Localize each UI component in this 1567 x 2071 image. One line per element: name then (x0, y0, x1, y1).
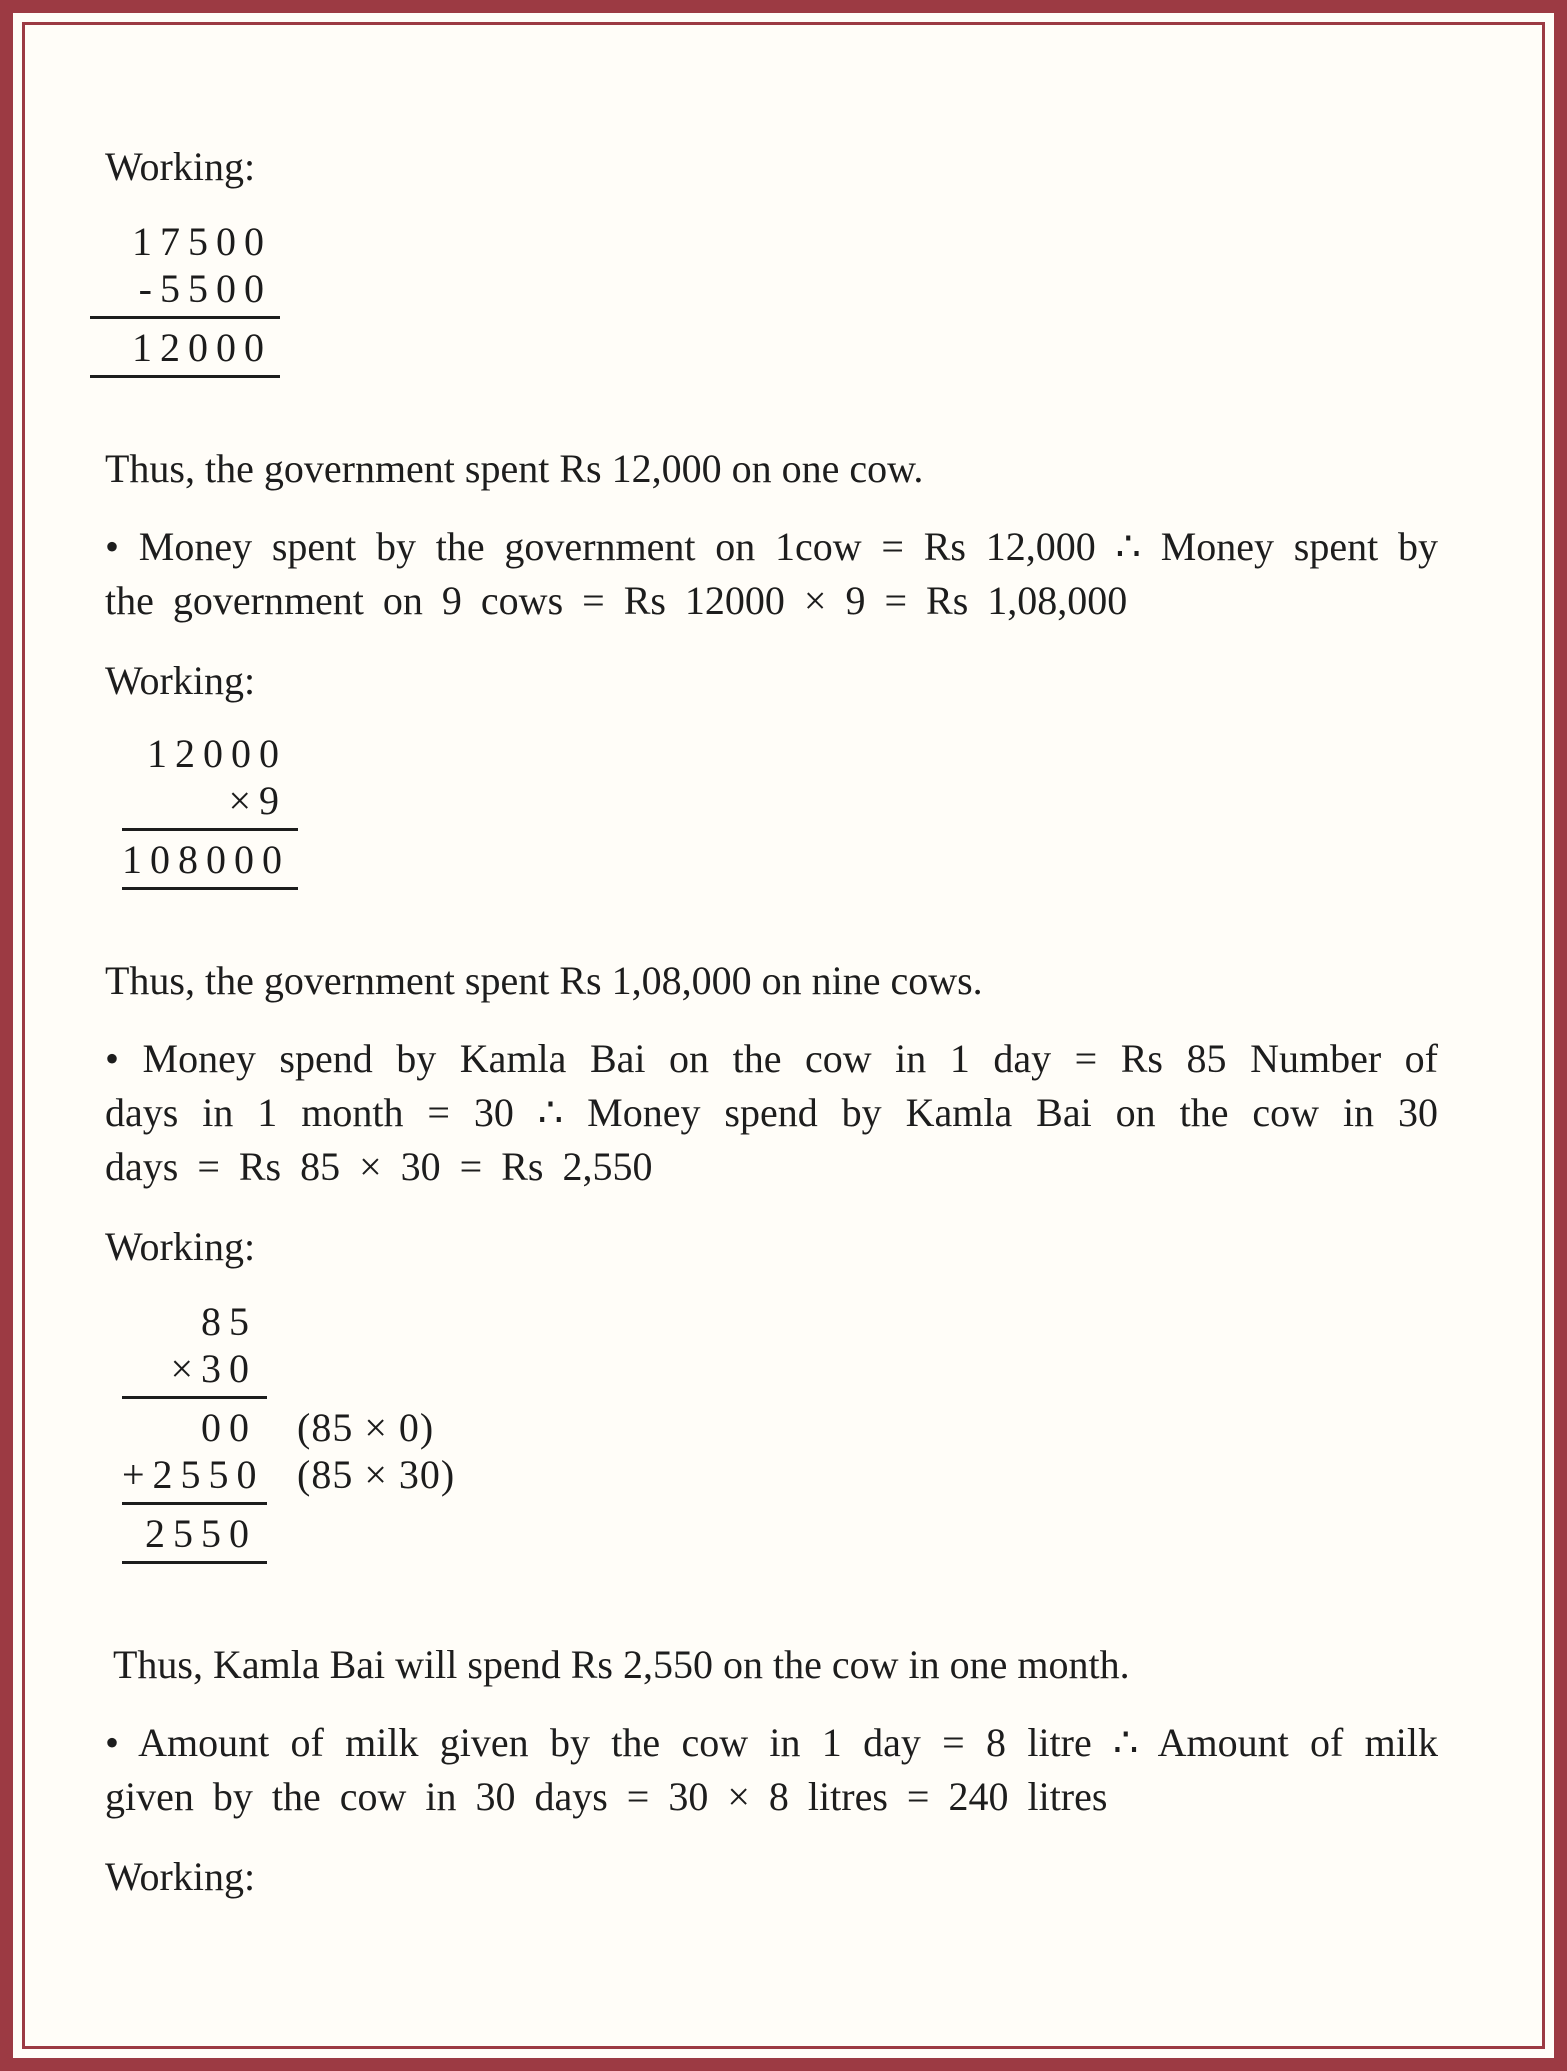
working-label-2: Working: (105, 658, 256, 703)
multiplier-row (122, 777, 298, 824)
math-rule (122, 1502, 267, 1505)
math-rule (122, 887, 298, 890)
working-label-1: Working: (105, 144, 256, 189)
bullet-paragraph-month-spend: • Money spend by Kamla Bai on the cow in 1 day = Rs 85 Number of days in 1 month = 30 ∴ Money spend by Kamla Bai on the cow in 30 days = Rs 85 × 30 = Rs 2,550 (105, 1036, 1438, 1189)
bullet-paragraph-milk: • Amount of milk given by the cow in 1 day = 8 litre ∴ Amount of milk given by the cow in 30 days = 30 × 8 litres = 240 litres (105, 1720, 1438, 1819)
multiplicand-row (122, 730, 298, 777)
subtrahend-value: -5500 (138, 266, 272, 311)
product-row (122, 1510, 267, 1557)
partial-product-row-1 (122, 1404, 435, 1451)
multiplier-value: ×30 (170, 1346, 257, 1391)
partial-product-1-note: (85 × 0) (297, 1405, 435, 1450)
product-value: 108000 (122, 837, 290, 882)
working-label-3: Working: (105, 1224, 256, 1269)
bullet-paragraph-nine-cows: • Money spent by the government on 1cow = Rs 12,000 ∴ Money spent by the government on 9 cows = Rs 12000 × 9 = Rs 1,08,000 (105, 524, 1438, 623)
multiplication-block-nine (122, 730, 298, 890)
minuend-row (90, 218, 280, 265)
statement-one-cow: Thus, the government spent Rs 12,000 on one cow. (105, 446, 924, 491)
multiplicand-row (122, 1298, 267, 1345)
math-rule (122, 1396, 267, 1399)
partial-product-1-value: 00 (201, 1405, 257, 1450)
difference-row (90, 324, 280, 371)
multiplicand-value: 85 (201, 1299, 257, 1344)
minuend-value: 17500 (132, 219, 272, 264)
partial-product-2-note: (85 × 30) (297, 1452, 456, 1497)
math-rule (90, 375, 280, 378)
statement-nine-cows: Thus, the government spent Rs 1,08,000 on nine cows. (105, 958, 983, 1003)
paper-area (13, 13, 1554, 2058)
product-value: 2550 (145, 1511, 257, 1556)
difference-value: 12000 (132, 325, 272, 370)
statement-month-spend: Thus, Kamla Bai will spend Rs 2,550 on the cow in one month. (113, 1642, 1130, 1687)
math-rule (122, 828, 298, 831)
subtraction-block (90, 218, 280, 378)
math-rule (90, 316, 280, 319)
partial-product-2-value: +2550 (122, 1452, 265, 1497)
multiplier-value: ×9 (228, 778, 287, 823)
partial-product-row-2 (122, 1451, 456, 1498)
page-content (25, 25, 1542, 2046)
math-rule (122, 1561, 267, 1564)
multiplier-row (122, 1345, 267, 1392)
subtrahend-row (90, 265, 280, 312)
product-row (122, 836, 298, 883)
multiplication-block-thirty (122, 1298, 456, 1564)
working-label-4: Working: (105, 1854, 256, 1899)
multiplicand-value: 12000 (147, 731, 287, 776)
